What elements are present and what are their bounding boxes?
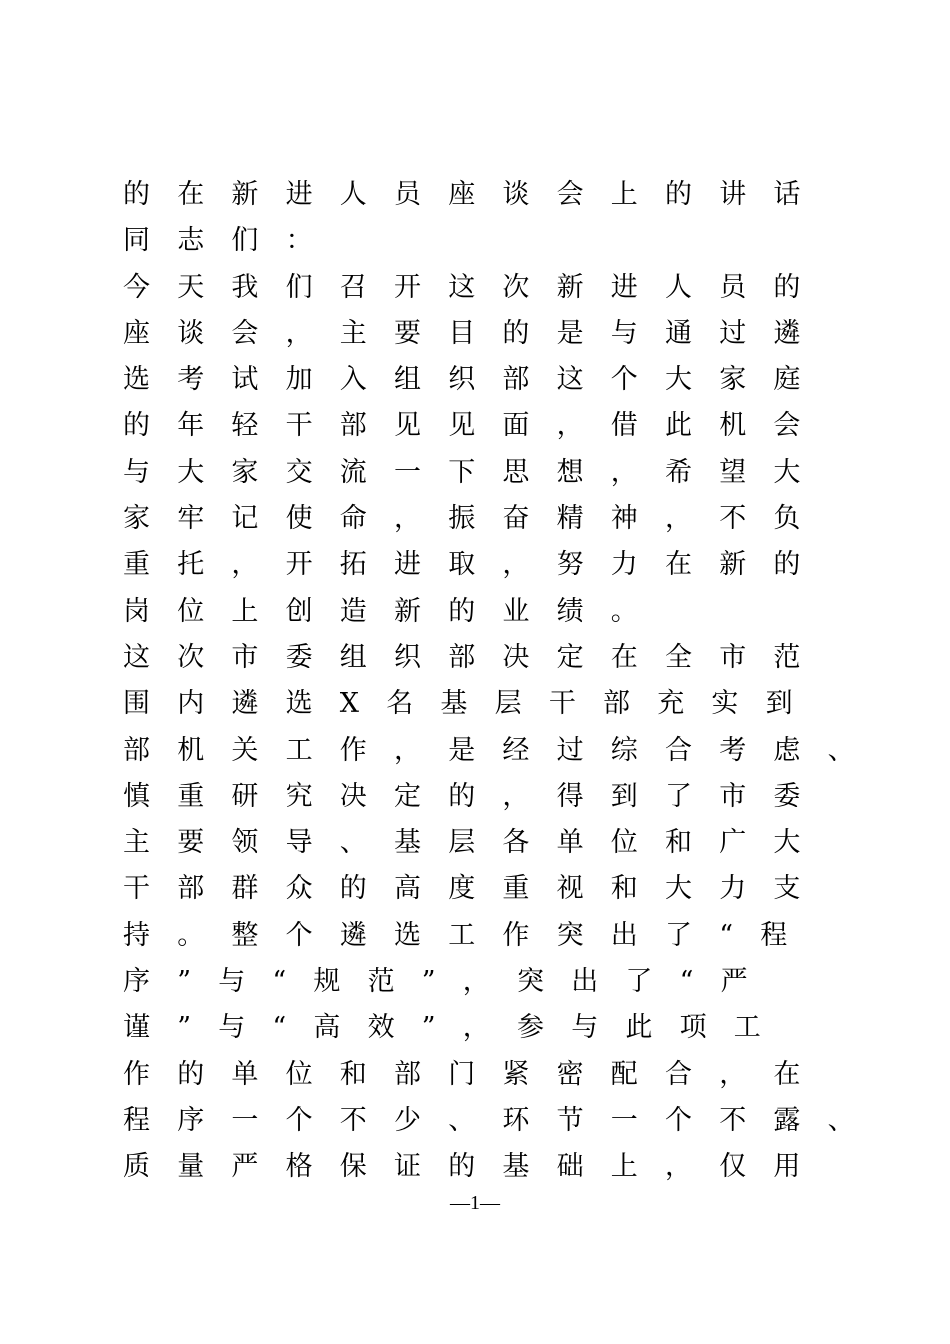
text-line: 干部群众的高度重视和大力支 <box>123 873 828 905</box>
text-line: 部机关工作，是经过综合考虑、 <box>123 734 882 766</box>
text-line: 重托，开拓进取，努力在新的 <box>123 549 828 581</box>
text-line: 家牢记使命，振奋精神，不负 <box>123 503 828 535</box>
text-line: 今天我们召开这次新进人员的 <box>123 271 828 303</box>
text-line: 质量严格保证的基础上，仅用 <box>123 1151 828 1183</box>
text-line: 持。整个遴选工作突出了“程 <box>123 919 815 951</box>
text-line: 程序一个不少、环节一个不露、 <box>123 1104 882 1136</box>
text-line: 慎重研究决定的，得到了市委 <box>123 780 828 812</box>
text-line: 序”与“规范”，突出了“严 <box>123 966 775 998</box>
text-line: 作的单位和部门紧密配合，在 <box>123 1058 828 1090</box>
text-line: 的年轻干部见见面，借此机会 <box>123 410 828 442</box>
text-line: 与大家交流一下思想，希望大 <box>123 456 828 488</box>
text-line: 座谈会，主要目的是与通过遴 <box>123 317 828 349</box>
text-line: 岗位上创造新的业绩。 <box>123 595 665 627</box>
text-line: 谨”与“高效”，参与此项工 <box>123 1012 789 1044</box>
text-line: 主要领导、基层各单位和广大 <box>123 827 828 859</box>
text-line: 的在新进人员座谈会上的讲话 <box>123 179 828 210</box>
body-text <box>123 172 943 1191</box>
text-line: 同志们： <box>123 225 340 257</box>
text-line: 选考试加入组织部这个大家庭 <box>123 364 828 396</box>
page-number: —1— <box>450 1192 500 1214</box>
text-line: 这次市委组织部决定在全市范 <box>123 641 828 673</box>
text-line: 围内遴选X名基层干部充实到 <box>123 688 820 720</box>
